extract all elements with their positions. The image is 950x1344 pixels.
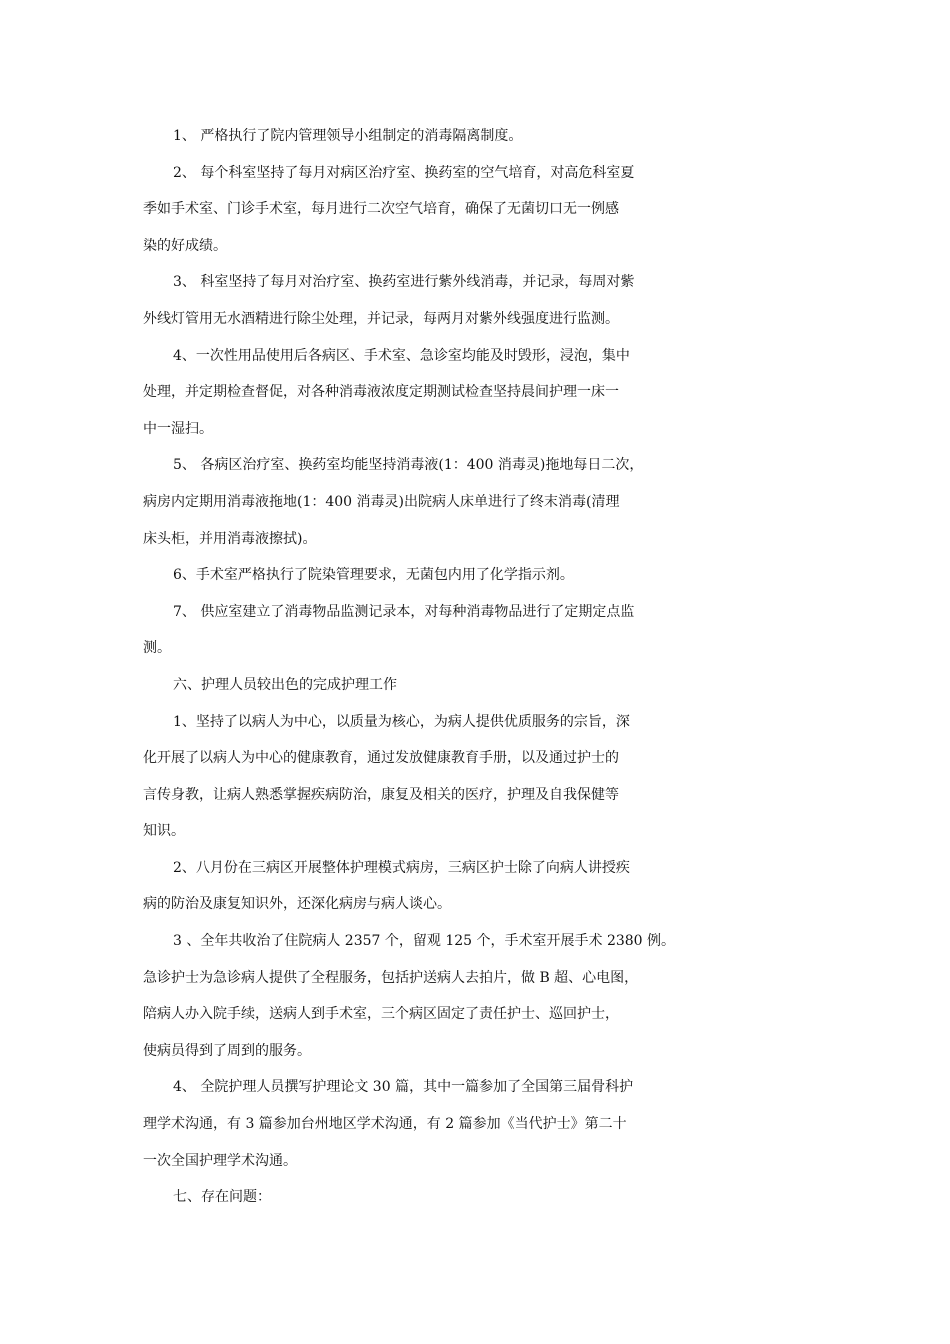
paragraph-line: 知识。: [143, 823, 185, 840]
paragraph-line: 病房内定期用消毒液拖地(1：400 消毒灵)出院病人床单进行了终末消毒(清理: [143, 493, 620, 510]
paragraph-line: 陪病人办入院手续，送病人到手术室，三个病区固定了责任护士、巡回护士，: [143, 1006, 619, 1023]
paragraph-line: 床头柜，并用消毒液擦拭)。: [143, 530, 317, 547]
paragraph-line: 处理，并定期检查督促，对各种消毒液浓度定期测试检查坚持晨间护理一床一: [143, 384, 619, 401]
section-heading: 六、护理人员较出色的完成护理工作: [173, 676, 397, 693]
paragraph-line: 染的好成绩。: [143, 237, 227, 254]
document-body: [0, 118, 950, 1216]
paragraph-line: 7、 供应室建立了消毒物品监测记录本，对每种消毒物品进行了定期定点监: [173, 603, 635, 620]
paragraph-line: 言传身教，让病人熟悉掌握疾病防治，康复及相关的医疗，护理及自我保健等: [143, 786, 619, 803]
paragraph-line: 急诊护士为急诊病人提供了全程服务，包括护送病人去拍片，做 B 超、心电图，: [143, 969, 639, 986]
paragraph-line: 4、 全院护理人员撰写护理论文 30 篇，其中一篇参加了全国第三届骨科护: [173, 1079, 634, 1096]
paragraph-line: 4、一次性用品使用后各病区、手术室、急诊室均能及时毁形，浸泡，集中: [173, 347, 630, 364]
paragraph-line: 1、坚持了以病人为中心，以质量为核心，为病人提供优质服务的宗旨，深: [173, 713, 630, 730]
paragraph-line: 中一湿扫。: [143, 420, 213, 437]
paragraph-line: 使病员得到了周到的服务。: [143, 1042, 311, 1059]
paragraph-line: 理学术沟通，有 3 篇参加台州地区学术沟通，有 2 篇参加《当代护士》第二十: [143, 1116, 627, 1133]
paragraph-line: 2、 每个科室坚持了每月对病区治疗室、换药室的空气培育，对高危科室夏: [173, 164, 635, 181]
paragraph-line: 6、手术室严格执行了院染管理要求，无菌包内用了化学指示剂。: [173, 567, 574, 584]
paragraph-line: 病的防治及康复知识外，还深化病房与病人谈心。: [143, 896, 451, 913]
paragraph-line: 化开展了以病人为中心的健康教育，通过发放健康教育手册，以及通过护士的: [143, 750, 619, 767]
paragraph-line: 外线灯管用无水酒精进行除尘处理，并记录，每两月对紫外线强度进行监测。: [143, 310, 619, 327]
paragraph-line: 测。: [143, 640, 171, 657]
paragraph-line: 1、 严格执行了院内管理领导小组制定的消毒隔离制度。: [173, 128, 523, 144]
paragraph-line: 2、八月份在三病区开展整体护理模式病房，三病区护士除了向病人讲授疾: [173, 859, 630, 876]
section-heading: 七、存在问题：: [173, 1189, 271, 1206]
paragraph-line: 一次全国护理学术沟通。: [143, 1152, 297, 1169]
paragraph-line: 3 、全年共收治了住院病人 2357 个，留观 125 个，手术室开展手术 2380 例。: [173, 933, 676, 950]
paragraph-line: 3、 科室坚持了每月对治疗室、换药室进行紫外线消毒，并记录，每周对紫: [173, 274, 635, 291]
paragraph-line: 季如手术室、门诊手术室，每月进行二次空气培育，确保了无菌切口无一例感: [143, 201, 619, 218]
paragraph-line: 5、 各病区治疗室、换药室均能坚持消毒液(1：400 消毒灵)拖地每日二次，: [173, 457, 644, 474]
